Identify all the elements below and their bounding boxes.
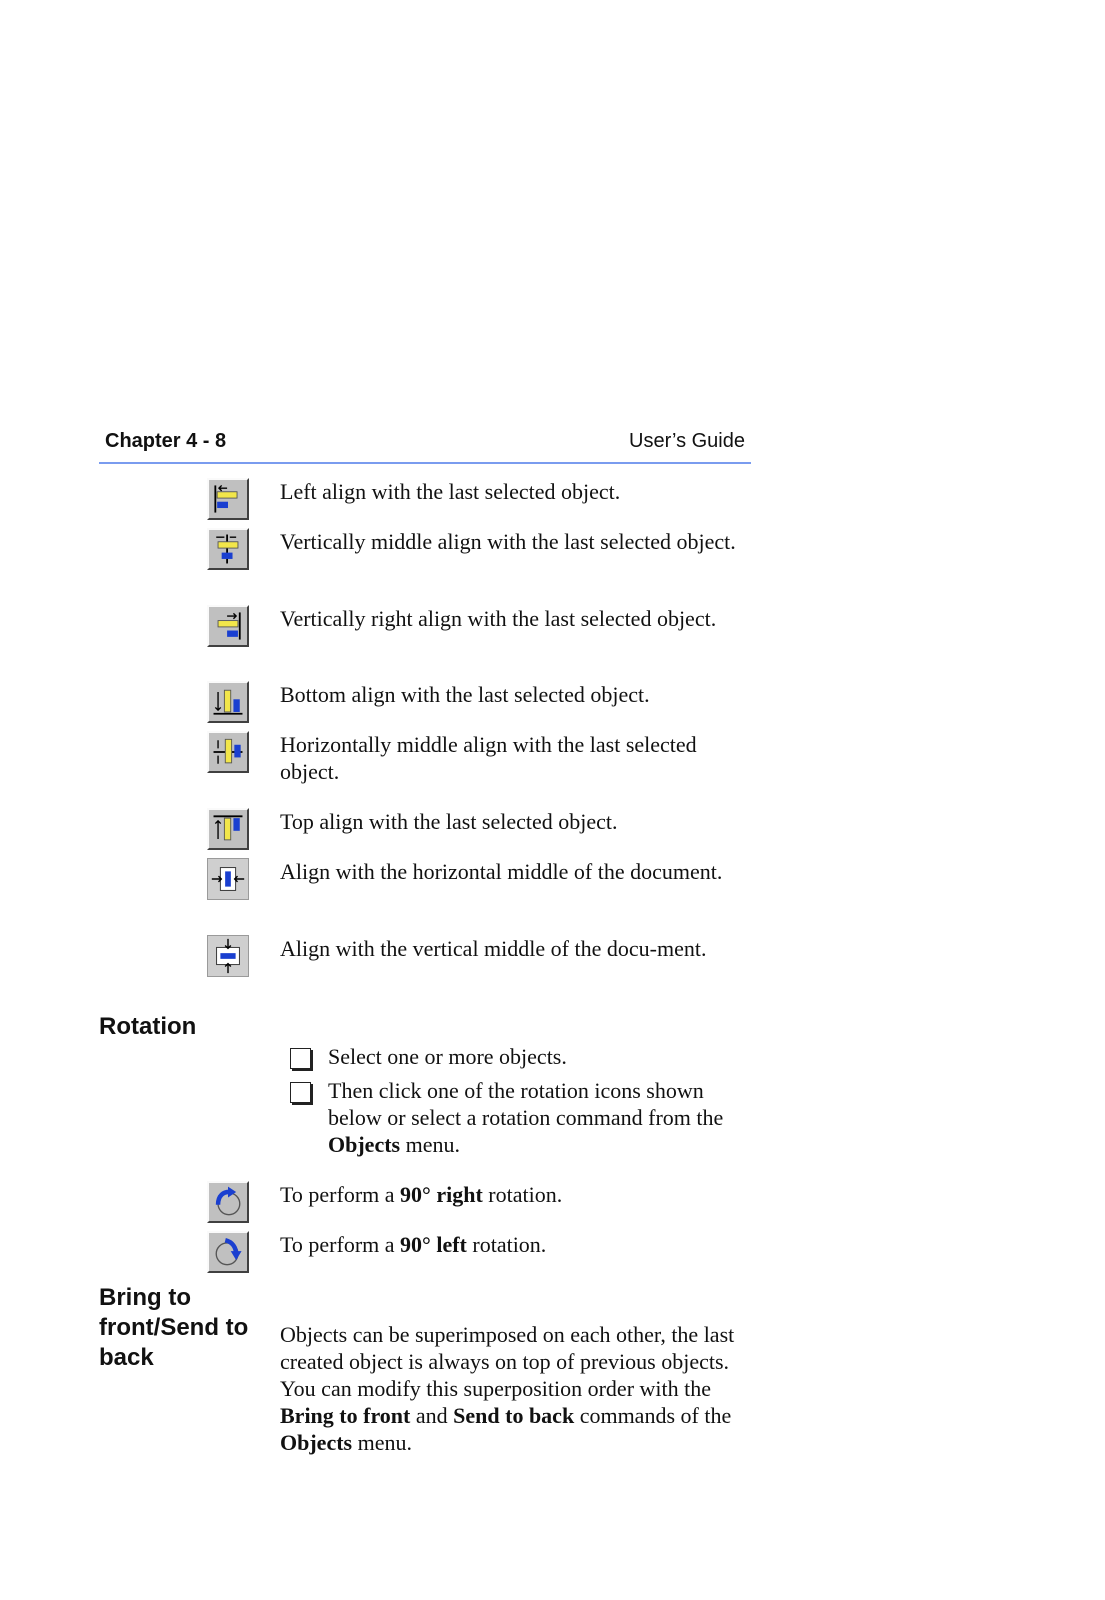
guide-title: User’s Guide xyxy=(629,430,745,452)
checkbox-bullet-icon xyxy=(290,1082,311,1103)
vertical-right-align-icon xyxy=(207,605,249,647)
rotate-left-icon xyxy=(207,1231,249,1273)
bottom-align-icon xyxy=(207,681,249,723)
rotation-step-1: Select one or more objects. xyxy=(328,1044,567,1069)
document-vertical-middle-icon xyxy=(207,935,249,977)
left-align-icon xyxy=(207,478,249,520)
align-desc-5: Horizontally middle align with the last selected object. xyxy=(280,732,697,784)
rotate-left-desc: To perform a 90° left rotation. xyxy=(280,1232,547,1257)
document-horizontal-middle-icon xyxy=(207,858,249,900)
rotation-heading: Rotation xyxy=(99,1013,197,1040)
horizontal-middle-align-icon xyxy=(207,731,249,773)
bring-to-front-heading: Bring to front/Send to back xyxy=(99,1284,249,1371)
vertical-middle-align-icon xyxy=(207,528,249,570)
align-desc-2: Vertically middle align with the last selected object. xyxy=(280,529,736,554)
top-align-icon xyxy=(207,808,249,850)
align-desc-1: Left align with the last selected object. xyxy=(280,479,621,504)
align-desc-8: Align with the vertical middle of the docu-ment. xyxy=(280,936,707,961)
checkbox-bullet-icon xyxy=(290,1048,311,1069)
align-desc-6: Top align with the last selected object. xyxy=(280,809,618,834)
rotate-right-desc: To perform a 90° right rotation. xyxy=(280,1182,563,1207)
rotation-step-2: Then click one of the rotation icons shown below or select a rotation command from the Objects menu. xyxy=(328,1078,724,1157)
page-header xyxy=(99,430,751,464)
align-desc-3: Vertically right align with the last selected object. xyxy=(280,606,717,631)
bring-to-front-paragraph: Objects can be superimposed on each other, the last created object is always on top of previous objects. You can modify this superposition order with the Bring to front and Send to back commands of the Objects menu. xyxy=(280,1322,735,1455)
align-desc-7: Align with the horizontal middle of the document. xyxy=(280,859,723,884)
chapter-label: Chapter 4 - 8 xyxy=(105,430,227,452)
rotate-right-icon xyxy=(207,1181,249,1223)
align-desc-4: Bottom align with the last selected object. xyxy=(280,682,650,707)
